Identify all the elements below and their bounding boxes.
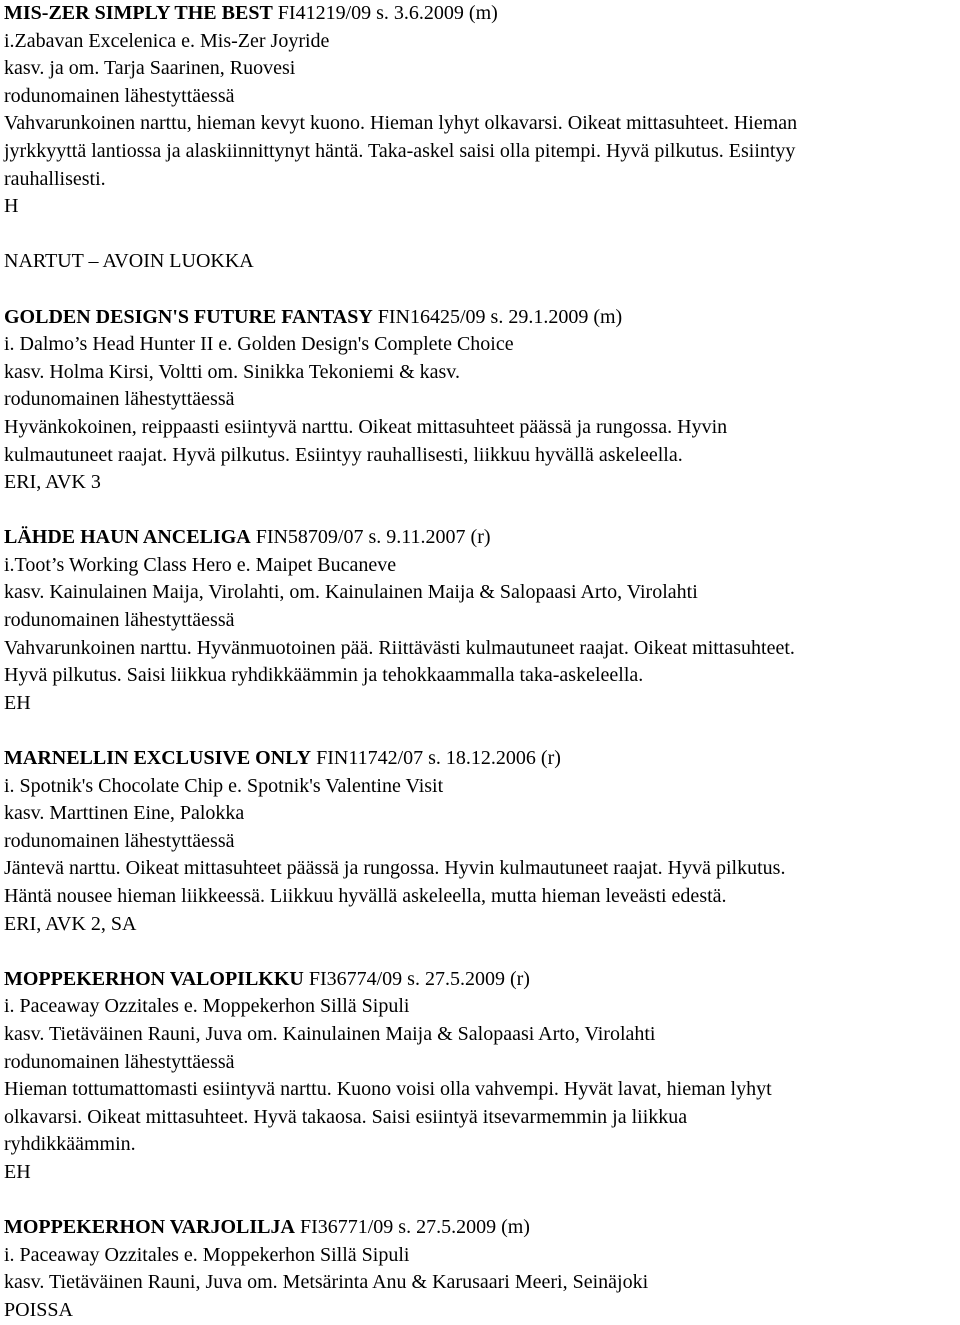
dog-teeth: rodunomainen lähestyttäessä [4, 1050, 235, 1073]
dog-result: POISSA [4, 1298, 73, 1321]
dog-teeth: rodunomainen lähestyttäessä [4, 829, 235, 852]
dog-name: MIS-ZER SIMPLY THE BEST [4, 2, 273, 24]
dog-breeder-owner: kasv. Tietäväinen Rauni, Juva om. Kainulainen Maija & Salopaasi Arto, Virolahti [4, 1022, 656, 1045]
dog-breeder-owner: kasv. Kainulainen Maija, Virolahti, om. Kainulainen Maija & Salopaasi Arto, Virolahti [4, 581, 698, 604]
dog-registration: FI36774/09 s. 27.5.2009 (r) [308, 967, 530, 990]
dog-registration: FI41219/09 s. 3.6.2009 (m) [277, 2, 498, 24]
critique-line: Vahvarunkoinen narttu, hieman kevyt kuono. Hieman lyhyt olkavarsi. Oikeat mittasuhteet. Hieman [4, 112, 798, 135]
spacer [4, 1187, 954, 1215]
dog-registration: FIN11742/07 s. 18.12.2006 (r) [316, 747, 561, 770]
dog-entry [4, 966, 954, 1187]
dog-entry [4, 0, 954, 221]
dog-header [4, 304, 954, 332]
critique-line: kulmautuneet raajat. Hyvä pilkutus. Esiintyy rauhallisesti, liikkuu hyvällä askeleella. [4, 443, 683, 466]
dog-header [4, 0, 954, 28]
dog-name: GOLDEN DESIGN'S FUTURE FANTASY [4, 305, 373, 328]
class-heading: NARTUT – AVOIN LUOKKA [4, 250, 254, 273]
dog-breeder-owner: kasv. Marttinen Eine, Palokka [4, 802, 245, 825]
dog-parents: i.Toot’s Working Class Hero e. Maipet Bucaneve [4, 553, 397, 576]
dog-parents: i.Zabavan Excelenica e. Mis-Zer Joyride [4, 29, 330, 52]
dog-entry [4, 524, 954, 717]
dog-teeth: rodunomainen lähestyttäessä [4, 84, 235, 107]
dog-parents: i. Paceaway Ozzitales e. Moppekerhon Sillä Sipuli [4, 1243, 410, 1266]
spacer [4, 221, 954, 249]
dog-parents: i. Spotnik's Chocolate Chip e. Spotnik's Valentine Visit [4, 774, 444, 797]
dog-name: MOPPEKERHON VALOPILKKU [4, 967, 304, 990]
dog-registration: FIN16425/09 s. 29.1.2009 (m) [377, 305, 623, 328]
critique-line: Hieman tottumattomasti esiintyvä narttu. Kuono voisi olla vahvempi. Hyvät lavat, hieman lyhyt [4, 1078, 772, 1101]
critique-line: Hyvä pilkutus. Saisi liikkua ryhdikkäämmin ja tehokkaammalla taka-askeleella. [4, 664, 644, 687]
critique-line: ryhdikkäämmin. [4, 1133, 136, 1156]
dog-breeder-owner: kasv. ja om. Tarja Saarinen, Ruovesi [4, 57, 296, 80]
dog-header [4, 745, 954, 773]
spacer [4, 938, 954, 966]
spacer [4, 717, 954, 745]
critique-line: Vahvarunkoinen narttu. Hyvänmuotoinen pää. Riittävästi kulmautuneet raajat. Oikeat mittasuhteet. [4, 636, 795, 659]
dog-result: EH [4, 691, 31, 714]
critique-line: Hyvänkokoinen, reippaasti esiintyvä narttu. Oikeat mittasuhteet päässä ja rungossa. Hyvin [4, 415, 728, 438]
critique-line: jyrkkyyttä lantiossa ja alaskiinnittynyt häntä. Taka-askel saisi olla pitempi. Hyvä pilkutus. Esiintyy [4, 139, 796, 162]
critique-line: Jäntevä narttu. Oikeat mittasuhteet päässä ja rungossa. Hyvin kulmautuneet raajat. Hyvä pilkutus. [4, 857, 786, 880]
dog-header [4, 1214, 954, 1242]
dog-header [4, 524, 954, 552]
dog-entry [4, 1214, 954, 1324]
spacer [4, 497, 954, 525]
critique-line: Häntä nousee hieman liikkeessä. Liikkuu hyvällä askeleella, mutta hieman leveästi edestä. [4, 885, 727, 907]
dog-name: LÄHDE HAUN ANCELIGA [4, 526, 251, 549]
dog-result: H [4, 195, 19, 218]
critique-line: rauhallisesti. [4, 167, 106, 190]
dog-registration: FIN58709/07 s. 9.11.2007 (r) [255, 526, 491, 549]
dog-breeder-owner: kasv. Holma Kirsi, Voltti om. Sinikka Tekoniemi & kasv. [4, 360, 460, 383]
dog-entry [4, 745, 954, 938]
dog-parents: i. Paceaway Ozzitales e. Moppekerhon Sillä Sipuli [4, 995, 410, 1018]
dog-registration: FI36771/09 s. 27.5.2009 (m) [299, 1216, 530, 1239]
dog-result: ERI, AVK 3 [4, 471, 101, 494]
dog-header [4, 966, 954, 994]
critique-line: olkavarsi. Oikeat mittasuhteet. Hyvä takaosa. Saisi esiintyä itsevarmemmin ja liikkua [4, 1105, 688, 1128]
dog-entry [4, 304, 954, 497]
dog-parents: i. Dalmo’s Head Hunter II e. Golden Design's Complete Choice [4, 333, 514, 356]
dog-name: MARNELLIN EXCLUSIVE ONLY [4, 747, 312, 770]
dog-result: ERI, AVK 2, SA [4, 912, 137, 935]
dog-name: MOPPEKERHON VARJOLILJA [4, 1216, 295, 1239]
dog-result: EH [4, 1160, 31, 1183]
spacer [4, 276, 954, 304]
dog-breeder-owner: kasv. Tietäväinen Rauni, Juva om. Metsärinta Anu & Karusaari Meeri, Seinäjoki [4, 1271, 649, 1294]
dog-teeth: rodunomainen lähestyttäessä [4, 388, 235, 411]
dog-teeth: rodunomainen lähestyttäessä [4, 609, 235, 632]
